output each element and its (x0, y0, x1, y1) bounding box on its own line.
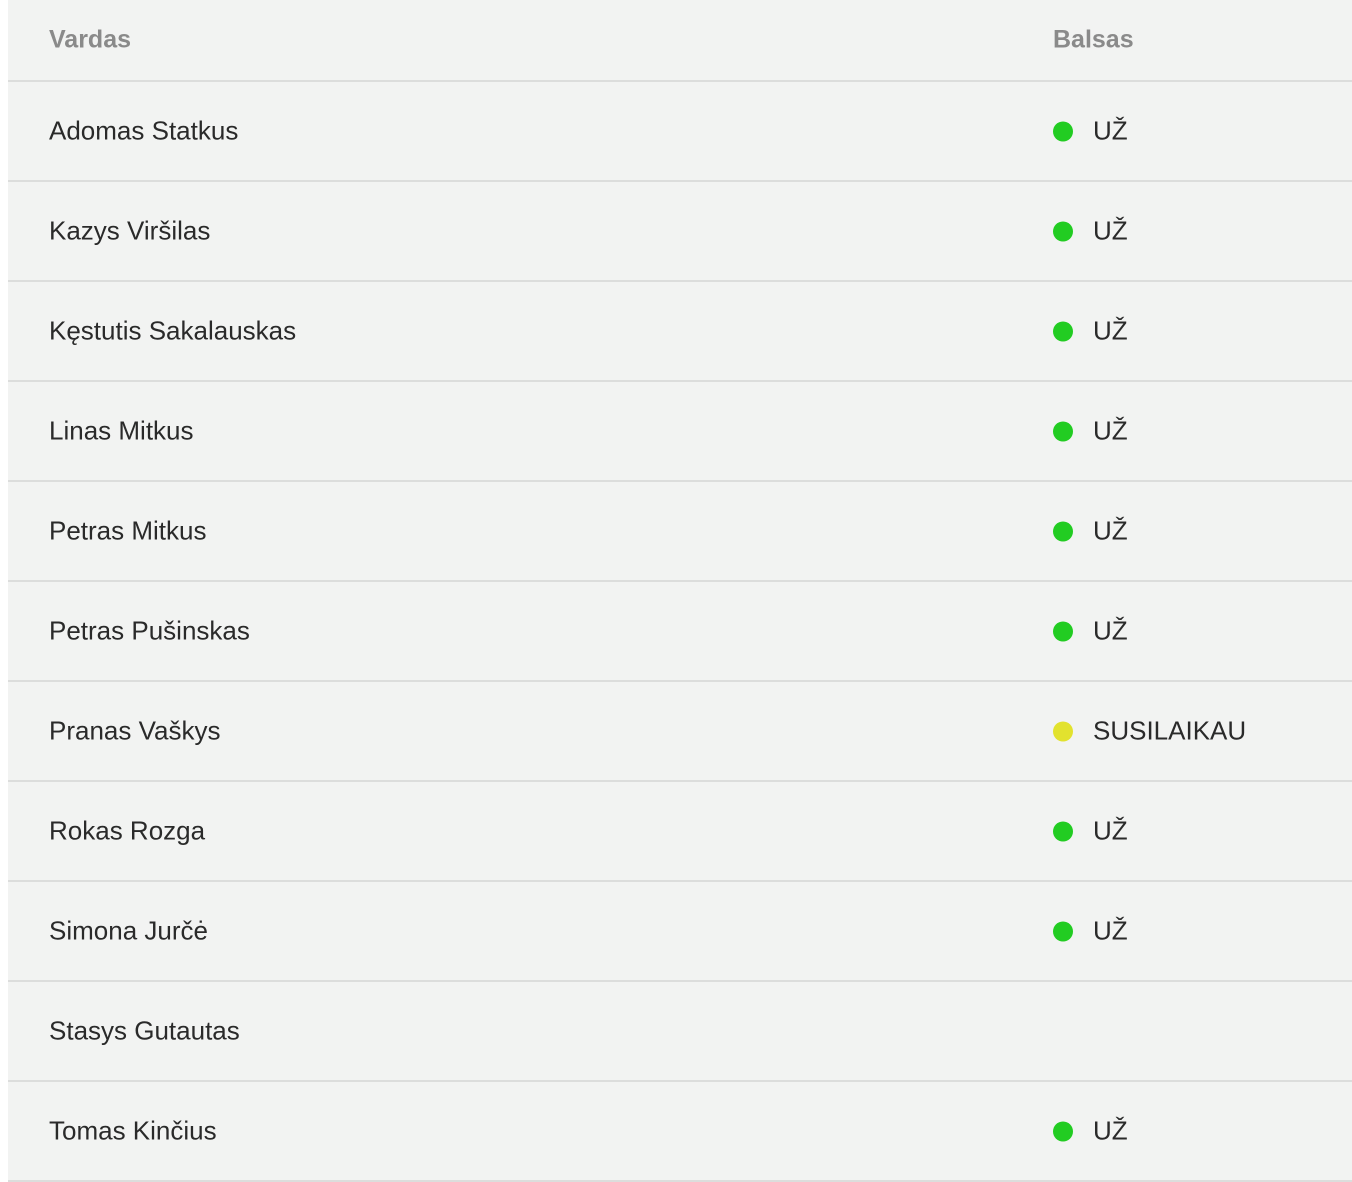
vote-label: UŽ (1093, 515, 1128, 546)
table-row (8, 682, 1352, 782)
table-row (8, 582, 1352, 682)
table-row (8, 782, 1352, 882)
table-row (8, 482, 1352, 582)
vote-cell (1053, 1116, 1128, 1147)
voter-name: Linas Mitkus (49, 415, 194, 446)
voter-name: Simona Jurčė (49, 915, 208, 946)
vote-status-dot-icon (1053, 421, 1073, 441)
vote-status-dot-icon (1053, 921, 1073, 941)
vote-label: UŽ (1093, 915, 1128, 946)
vote-cell (1053, 316, 1128, 347)
vote-cell (1053, 416, 1128, 447)
voter-name: Pranas Vaškys (49, 715, 221, 746)
table-row (8, 982, 1352, 1082)
voter-name: Kęstutis Sakalauskas (49, 315, 297, 346)
vote-label: UŽ (1093, 215, 1128, 246)
table-header (8, 0, 1352, 82)
vote-label: UŽ (1093, 415, 1128, 446)
header-vote: Balsas (1053, 25, 1134, 54)
vote-label: UŽ (1093, 815, 1128, 846)
table-row (8, 1082, 1352, 1182)
vote-status-dot-icon (1053, 721, 1073, 741)
table-row (8, 182, 1352, 282)
vote-status-dot-icon (1053, 1121, 1073, 1141)
votes-table (8, 0, 1352, 1182)
vote-cell (1053, 716, 1246, 747)
voter-name: Rokas Rozga (49, 815, 206, 846)
vote-cell (1053, 916, 1128, 947)
vote-label: SUSILAIKAU (1093, 715, 1247, 746)
table-row (8, 82, 1352, 182)
vote-cell (1053, 116, 1128, 147)
vote-label: UŽ (1093, 315, 1128, 346)
vote-status-dot-icon (1053, 821, 1073, 841)
voter-name: Petras Pušinskas (49, 615, 250, 646)
vote-label: UŽ (1093, 115, 1128, 146)
vote-label: UŽ (1093, 1115, 1128, 1146)
table-row (8, 282, 1352, 382)
voter-name: Tomas Kinčius (49, 1115, 217, 1146)
voter-name: Adomas Statkus (49, 115, 239, 146)
vote-status-dot-icon (1053, 521, 1073, 541)
vote-status-dot-icon (1053, 121, 1073, 141)
vote-cell (1053, 516, 1128, 547)
voter-name: Petras Mitkus (49, 515, 207, 546)
vote-status-dot-icon (1053, 221, 1073, 241)
table-row (8, 382, 1352, 482)
voter-name: Stasys Gutautas (49, 1015, 240, 1046)
voter-name: Kazys Viršilas (49, 215, 211, 246)
vote-cell (1053, 216, 1128, 247)
vote-cell (1053, 616, 1128, 647)
header-name: Vardas (49, 25, 132, 54)
vote-status-dot-icon (1053, 321, 1073, 341)
vote-cell (1053, 816, 1128, 847)
table-row (8, 882, 1352, 982)
vote-label: UŽ (1093, 615, 1128, 646)
vote-status-dot-icon (1053, 621, 1073, 641)
